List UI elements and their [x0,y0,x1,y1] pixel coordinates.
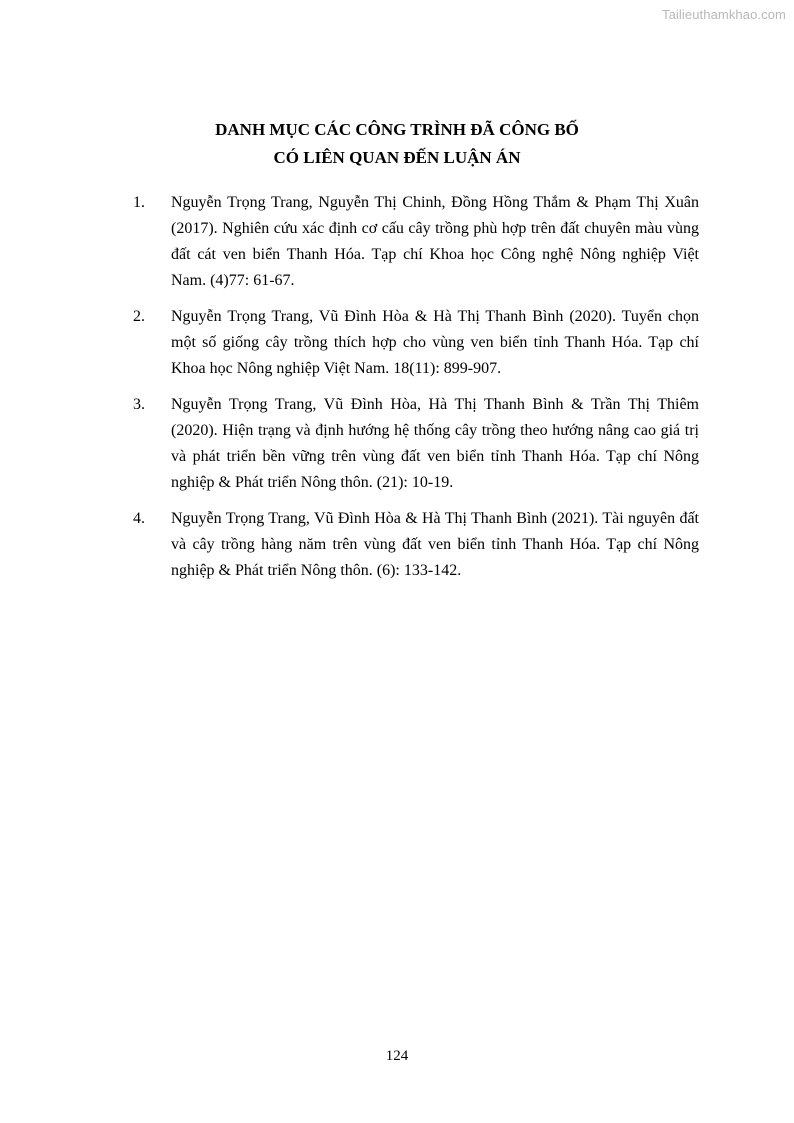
page-title [0,116,794,172]
reference-text: Nguyễn Trọng Trang, Vũ Đình Hòa & Hà Thị Thanh Bình (2021). Tài nguyên đất và cây trồng hàng năm trên vùng đất ven biển tỉnh Thanh Hóa. Tạp chí Nông nghiệp & Phát triển Nông thôn. (6): 133-142. [171,510,699,579]
reference-number: 2. [133,308,145,325]
reference-item-2 [133,304,699,382]
reference-text: Nguyễn Trọng Trang, Nguyễn Thị Chinh, Đồng Hồng Thắm & Phạm Thị Xuân (2017). Nghiên cứu xác định cơ cấu cây trồng phù hợp trên đất chuyên màu vùng đất cát ven biển Thanh Hóa. Tạp chí Khoa học Công nghệ Nông nghiệp Việt Nam. (4)77: 61-67. [171,194,699,289]
reference-item-4 [133,506,699,584]
reference-item-3 [133,392,699,496]
title-line-1: DANH MỤC CÁC CÔNG TRÌNH ĐÃ CÔNG BỐ [215,120,579,139]
watermark: Tailieuthamkhao.com [661,7,786,22]
reference-number: 1. [133,194,145,211]
reference-number: 3. [133,396,145,413]
reference-number: 4. [133,510,145,527]
reference-item-1 [133,190,699,294]
reference-text: Nguyễn Trọng Trang, Vũ Đình Hòa, Hà Thị Thanh Bình & Trần Thị Thiêm (2020). Hiện trạng và định hướng hệ thống cây trồng theo hướng nâng cao giá trị và phát triển bền vững trên vùng đất ven biển tỉnh Thanh Hóa. Tạp chí Nông nghiệp & Phát triển Nông thôn. (21): 10-19. [171,396,699,491]
reference-text: Nguyễn Trọng Trang, Vũ Đình Hòa & Hà Thị Thanh Bình (2020). Tuyển chọn một số giống cây trồng thích hợp cho vùng ven biển tỉnh Thanh Hóa. Tạp chí Khoa học Nông nghiệp Việt Nam. 18(11): 899-907. [171,308,699,377]
reference-list [133,190,699,594]
page-number: 124 [385,1048,409,1064]
title-line-2: CÓ LIÊN QUAN ĐẾN LUẬN ÁN [273,148,521,167]
